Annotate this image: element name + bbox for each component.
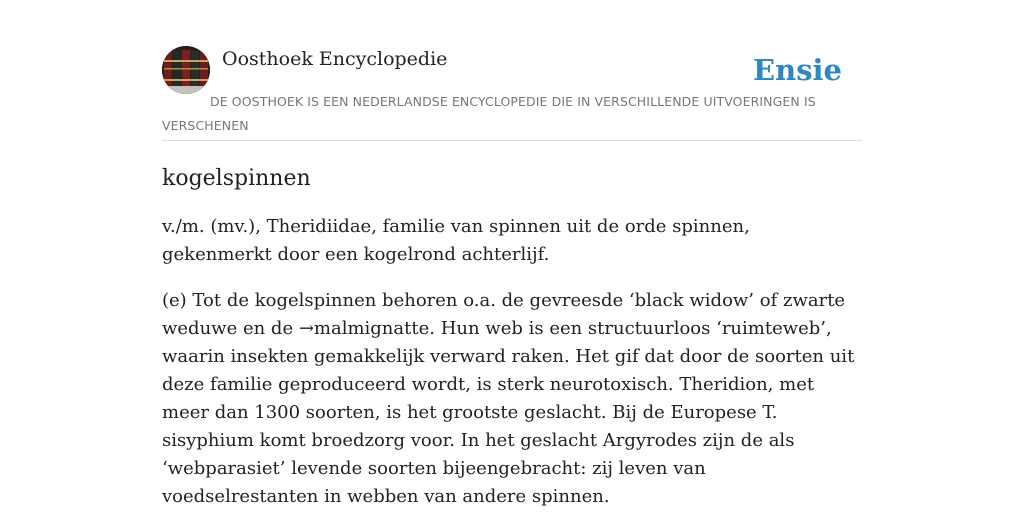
article-paragraph: (e) Tot de kogelspinnen behoren o.a. de gevreesde ‘black widow’ of zwarte weduwe en de →malmignatte. Hun web is een structuurloos ‘ruimteweb’, waarin insekten gemakkelijk verward raken. Het gif dat door de soorten uit deze familie geproduceerd wordt, is sterk neurotoxisch. Theridion, met meer dan 1300 soorten, is het grootste geslacht. Bij de Europese T. sisyphium komt broedzorg voor. In het geslacht Argyrodes zijn de als ‘webparasiet’ levende soorten bijeengebracht: zij leven van voedselrestanten in webben van andere spinnen. xyxy=(162,290,855,507)
brand-logo[interactable]: Ensie xyxy=(753,53,842,87)
site-name[interactable]: Oosthoek Encyclopedie xyxy=(222,48,448,70)
encyclopedia-books-icon[interactable] xyxy=(162,46,210,94)
article xyxy=(162,162,862,512)
article-paragraph: v./m. (mv.), Theridiidae, familie van spinnen uit de orde spinnen, gekenmerkt door een kogelrond achterlijf. xyxy=(162,216,750,265)
article-title: kogelspinnen xyxy=(162,166,311,191)
site-tagline: DE OOSTHOEK IS EEN NEDERLANDSE ENCYCLOPEDIE DIE IN VERSCHILLENDE UITVOERINGEN IS VERSCHENEN xyxy=(162,94,816,133)
site-header xyxy=(162,46,862,141)
